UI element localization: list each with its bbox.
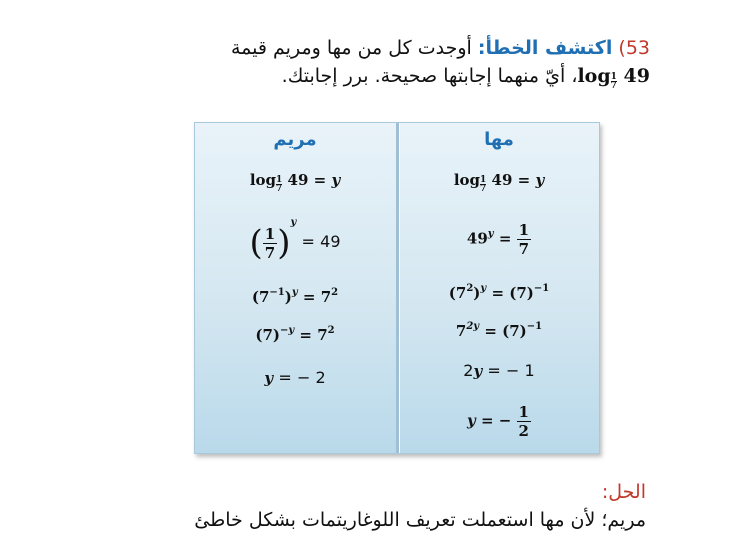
eq-exp: y: [291, 287, 298, 298]
maha-eq-2: [399, 221, 599, 258]
eq-base-den: 7: [276, 184, 283, 194]
eq-rel: =: [487, 361, 501, 380]
eq-rhs: 49: [320, 232, 341, 251]
eq-lhs: y: [264, 369, 274, 387]
eq-rhs: 7: [320, 288, 332, 306]
eq-base-den: 7: [480, 184, 487, 194]
log-base: [611, 73, 617, 90]
eq-exp: y: [487, 228, 494, 240]
eq-rel: =: [301, 232, 315, 251]
eq-log-base: [276, 176, 282, 193]
solution-section: [194, 478, 646, 534]
eq-rhs: (7): [502, 322, 527, 340]
solution-label: الحل:: [601, 481, 646, 503]
frac-num: 1: [518, 221, 530, 239]
log-func: log: [577, 65, 611, 87]
maha-eq-3: [399, 283, 599, 302]
eq-rhs: y: [535, 171, 545, 189]
eq-rhs: y: [331, 171, 341, 189]
eq-rhs: 7: [317, 326, 328, 344]
solutions-board: [194, 122, 600, 454]
eq-rel: =: [302, 288, 316, 306]
maryam-header: مريم: [273, 129, 317, 150]
maha-header: مها: [484, 129, 514, 150]
problem-text-2: ، أيّ منهما إجابتها صحيحة. برر إجابتك.: [281, 65, 578, 87]
eq-arg: 49: [491, 171, 513, 189]
eq-rel: =: [491, 284, 505, 302]
maha-eq-1: [399, 171, 599, 193]
eq-var: y: [473, 362, 483, 380]
maryam-eq-4: [195, 325, 395, 344]
frac-num: 1: [264, 224, 276, 243]
eq-rel: =: [484, 322, 497, 340]
eq-rhs: (7): [509, 284, 534, 302]
maryam-eq-1: [195, 171, 395, 193]
eq-exp: −y: [279, 325, 295, 336]
eq-coef: 2: [463, 361, 474, 380]
eq-rhs-exp: 2: [327, 325, 335, 336]
eq-rel: =: [517, 171, 531, 189]
eq-func: log: [249, 171, 277, 189]
eq-fraction: [517, 403, 531, 440]
maryam-eq-3: [195, 287, 395, 306]
eq-rel: =: [299, 326, 312, 344]
eq-close: ): [473, 284, 481, 302]
problem-line-2: [90, 62, 650, 90]
eq-lhs-exp: −1: [269, 287, 285, 298]
frac-den: 2: [518, 422, 529, 440]
eq-fraction: [263, 225, 277, 262]
eq-lhs: (7: [448, 284, 467, 302]
eq-exp: y: [290, 217, 297, 228]
eq-rhs: − 1: [506, 361, 535, 380]
problem-log-expression: [577, 62, 650, 90]
eq-arg: 49: [287, 171, 309, 189]
eq-rel: =: [278, 368, 292, 387]
eq-lhs: 49: [466, 229, 488, 248]
maha-column: [399, 123, 599, 453]
eq-log-base: [480, 176, 486, 193]
problem-number: 53): [618, 37, 650, 59]
eq-close: ): [284, 288, 292, 306]
problem-statement: [90, 34, 650, 90]
frac-num: 1: [518, 403, 529, 421]
log-base-den: 7: [610, 81, 617, 91]
eq-right-paren: ): [277, 223, 291, 263]
maha-eq-4: [399, 321, 599, 340]
eq-exp: 2y: [466, 321, 480, 332]
problem-text-1: أوجدت كل من مها ومريم قيمة: [231, 37, 472, 59]
maha-eq-5: [399, 361, 599, 380]
eq-base-num: 1: [276, 175, 283, 185]
solution-text: مريم؛ لأن مها استعملت تعريف اللوغاريتمات بشكل خاطئ: [194, 509, 646, 531]
maryam-eq-5: [195, 368, 395, 387]
maryam-eq-2: [195, 217, 395, 263]
log-arg: 49: [623, 65, 650, 87]
log-base-num: 1: [610, 72, 617, 82]
eq-fraction: [517, 221, 531, 258]
frac-den: 7: [518, 240, 530, 258]
maryam-column: [195, 123, 395, 453]
eq-rel: =: [498, 229, 512, 248]
eq-rel: = −: [480, 411, 512, 430]
maha-eq-6: [399, 403, 599, 440]
eq-lhs: (7: [251, 288, 270, 306]
problem-title: اكتشف الخطأ:: [477, 37, 613, 59]
eq-left-paren: (: [249, 223, 263, 263]
eq-lhs: (7): [255, 326, 280, 344]
eq-rel: =: [313, 171, 327, 189]
eq-lhs: 7: [455, 322, 467, 340]
problem-line-1: [90, 34, 650, 62]
eq-rhs-exp: −1: [526, 321, 543, 332]
frac-den: 7: [264, 243, 276, 262]
eq-rhs-exp: 2: [331, 287, 339, 298]
eq-lhs-exp: 2: [466, 283, 474, 294]
eq-base-num: 1: [480, 175, 487, 185]
eq-rhs-exp: −1: [533, 283, 550, 294]
eq-rhs: − 2: [296, 368, 326, 387]
eq-lhs: y: [467, 411, 476, 430]
eq-func: log: [453, 171, 481, 189]
eq-exp: y: [480, 283, 487, 294]
